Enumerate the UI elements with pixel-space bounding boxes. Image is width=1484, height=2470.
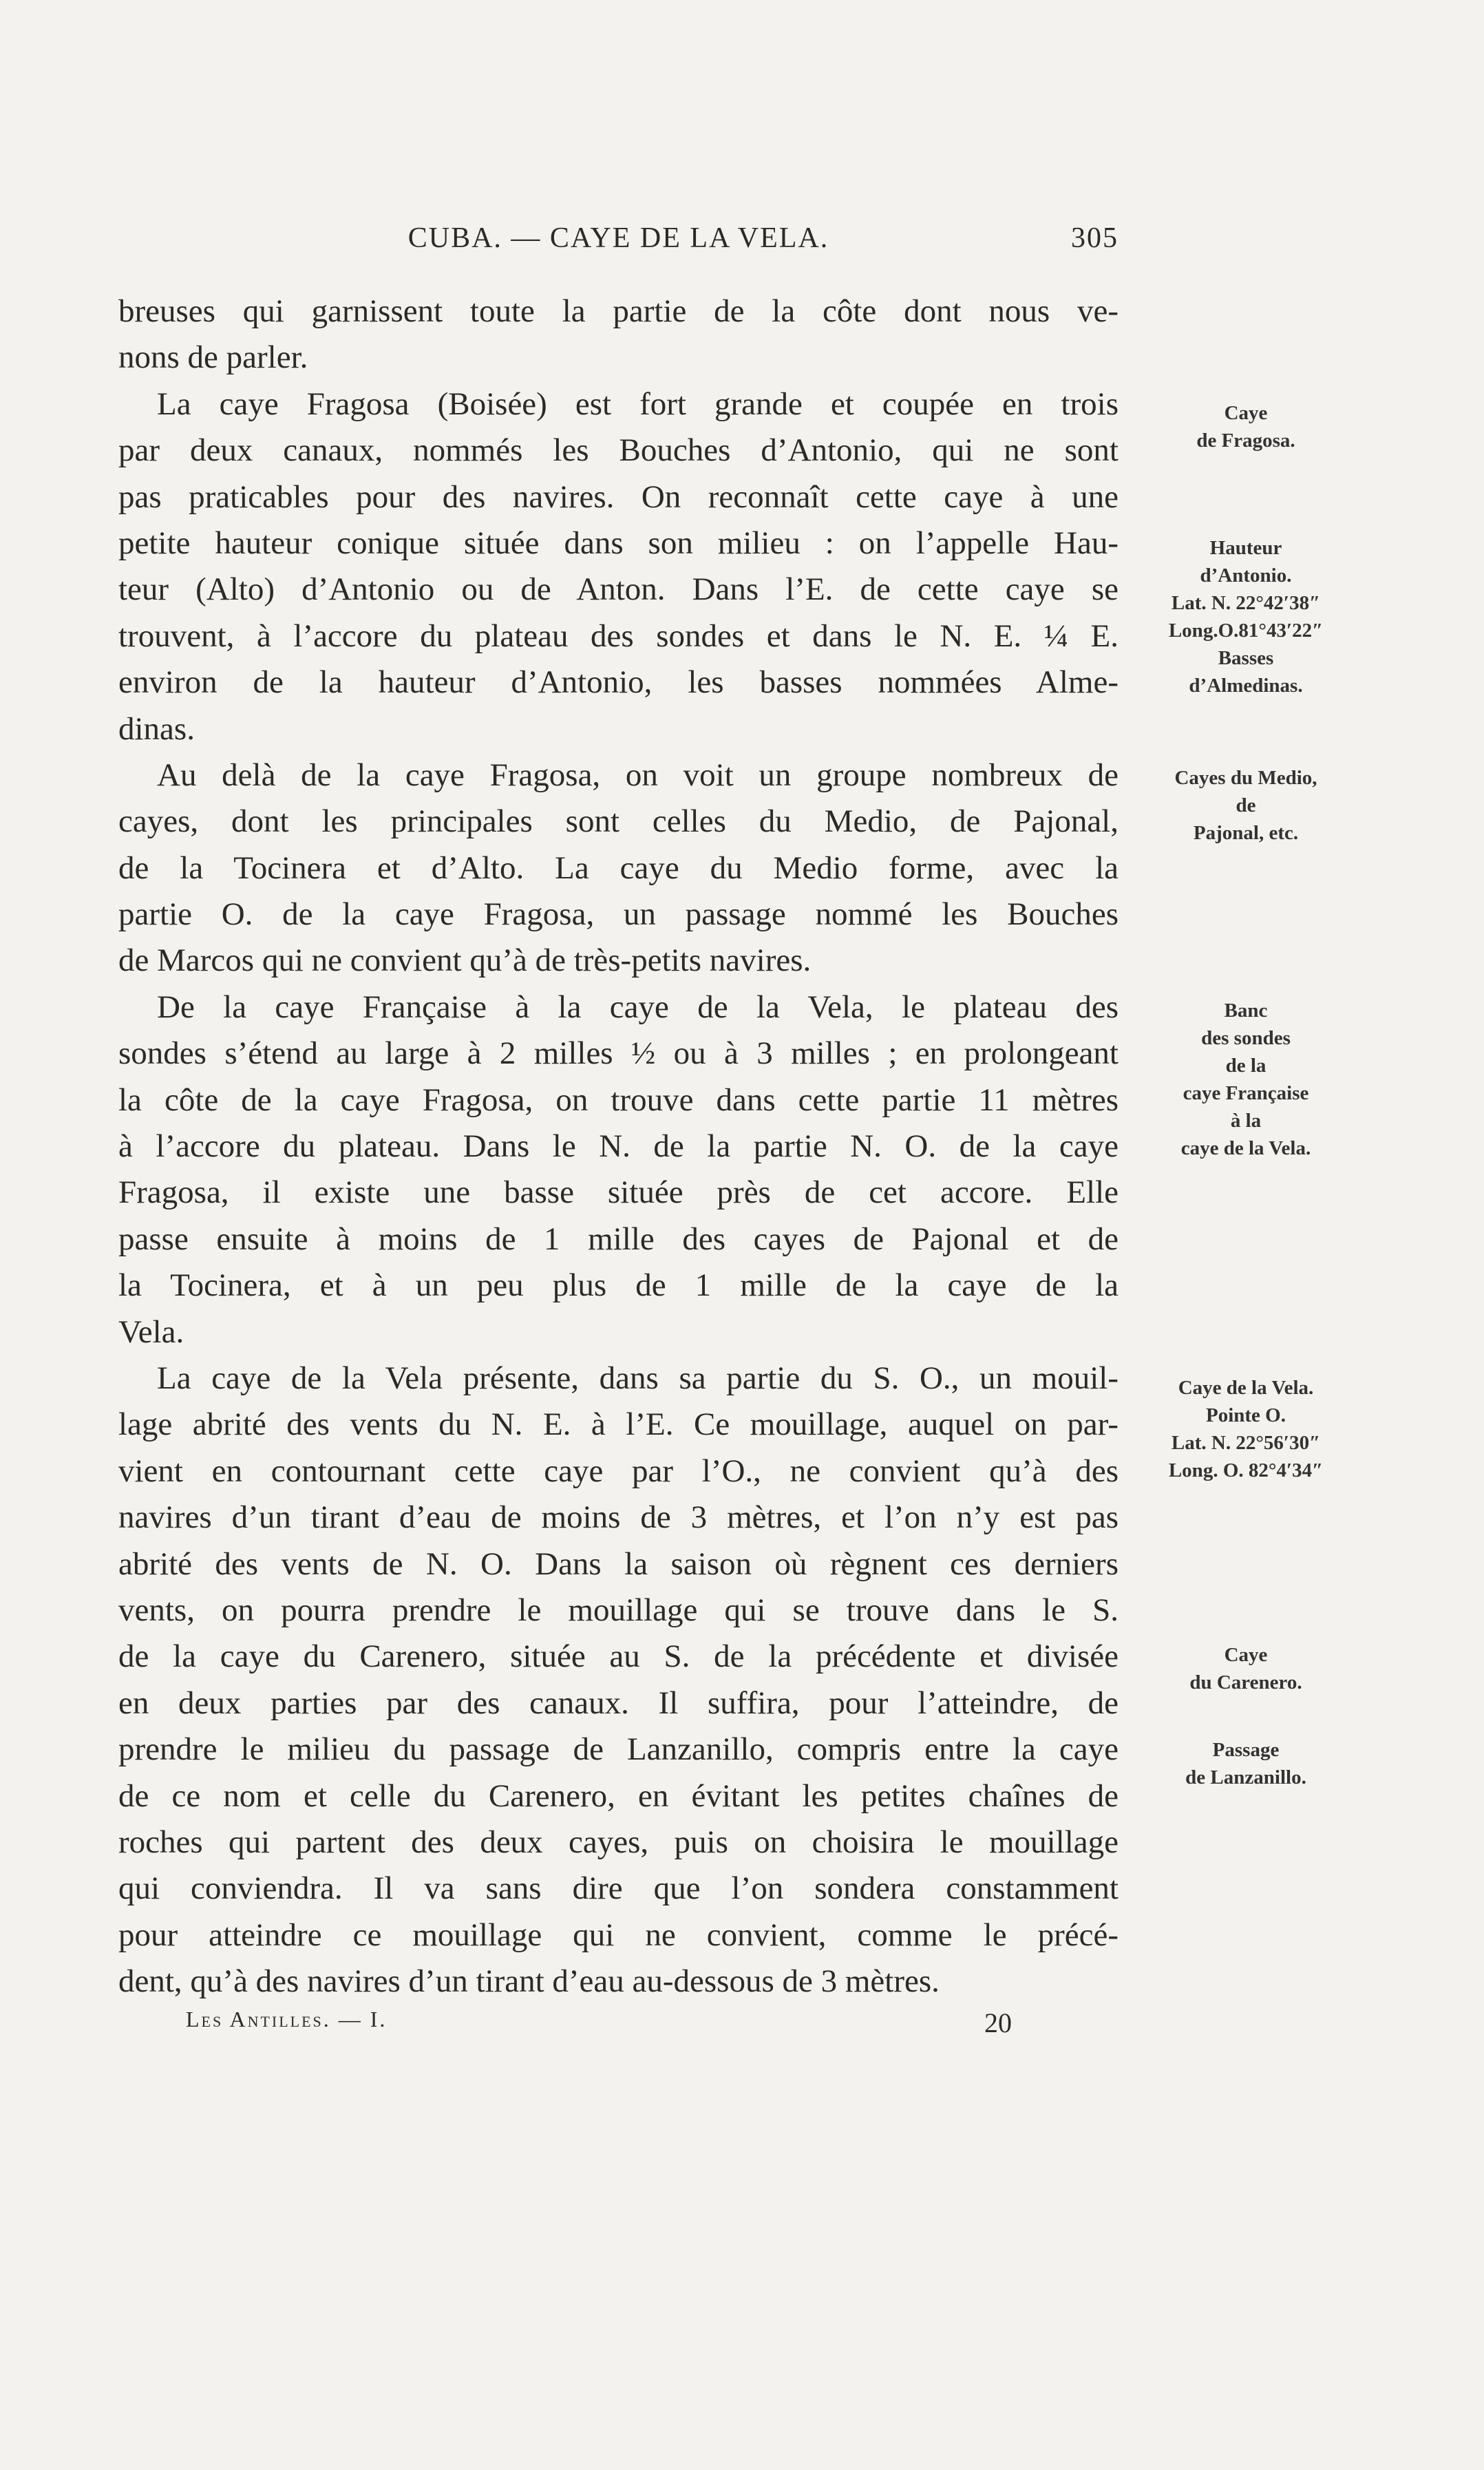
text-line: passe ensuite à moins de 1 mille des cayes de Pajonal et de <box>118 1221 1119 1257</box>
text-line: par deux canaux, nommés les Bouches d’Antonio, qui ne sont <box>118 432 1119 469</box>
text-line: nons de parler. <box>118 339 308 376</box>
margin-note <box>1136 1641 1356 1696</box>
margin-note-line: des sondes <box>1201 1027 1291 1049</box>
text-line: trouvent, à l’accore du plateau des sondes et dans le N. E. ¼ E. <box>118 618 1119 654</box>
text-line: Au delà de la caye Fragosa, on voit un groupe nombreux de <box>157 757 1119 793</box>
text-line: sondes s’étend au large à 2 milles ½ ou à 3 milles ; en prolongeant <box>118 1035 1119 1072</box>
footer-sheet-number: 20 <box>984 2007 1012 2038</box>
margin-note <box>1136 399 1356 454</box>
text-line: à l’accore du plateau. Dans le N. de la partie N. O. de la caye <box>118 1128 1119 1165</box>
text-line: de Marcos qui ne convient qu’à de très-petits navires. <box>118 942 812 979</box>
margin-note-line: Caye <box>1224 402 1268 424</box>
text-line: Vela. <box>118 1313 184 1350</box>
text-line: navires d’un tirant d’eau de moins de 3 mètres, et l’on n’y est pas <box>118 1499 1119 1536</box>
footer-signature: Les Antilles. — I. <box>186 2007 388 2031</box>
text-line: la Tocinera, et à un peu plus de 1 mille de la caye de la <box>118 1267 1119 1304</box>
text-line: petite hauteur conique située dans son milieu : on l’appelle Hau- <box>118 525 1119 561</box>
text-line: Fragosa, il existe une basse située près de cet accore. Elle <box>118 1174 1119 1211</box>
margin-note-line: Pajonal, etc. <box>1193 822 1299 844</box>
text-line: La caye Fragosa (Boisée) est fort grande et coupée en trois <box>157 386 1119 422</box>
text-line: environ de la hauteur d’Antonio, les basses nommées Alme- <box>118 664 1119 701</box>
margin-note <box>1136 1374 1356 1484</box>
text-line: la côte de la caye Fragosa, on trouve dans cette partie 11 mètres <box>118 1081 1119 1118</box>
margin-note-line: Lat. N. 22°56′30″ <box>1171 1432 1321 1454</box>
margin-note-line: Banc <box>1224 1000 1268 1022</box>
text-line: abrité des vents de N. O. Dans la saison où règnent ces derniers <box>118 1545 1119 1582</box>
margin-note-line: Cayes du Medio, <box>1174 767 1317 789</box>
running-header <box>118 222 1119 263</box>
running-title: CUBA. — CAYE DE LA VELA. <box>407 222 829 254</box>
margin-note <box>1136 997 1356 1162</box>
text-line: de la caye du Carenero, située au S. de la précédente et divisée <box>118 1638 1119 1675</box>
margin-note-line: Caye <box>1224 1644 1268 1666</box>
text-line: La caye de la Vela présente, dans sa partie du S. O., un mouil- <box>157 1360 1119 1396</box>
text-line: qui conviendra. Il va sans dire que l’on sondera constamment <box>118 1870 1119 1907</box>
margin-note-line: d’Antonio. <box>1200 564 1292 587</box>
margin-note-line: caye Française <box>1183 1082 1309 1104</box>
margin-note-line: Long. O. 82°4′34″ <box>1168 1459 1324 1481</box>
text-line: roches qui partent des deux cayes, puis on choisira le mouillage <box>118 1824 1119 1860</box>
body-text <box>118 288 1119 2005</box>
margin-note-line: de <box>1236 794 1256 816</box>
margin-note-line: Lat. N. 22°42′38″ <box>1171 592 1321 614</box>
margin-note <box>1136 1736 1356 1791</box>
text-line: breuses qui garnissent toute la partie de la côte dont nous ve- <box>118 293 1119 329</box>
text-line: cayes, dont les principales sont celles du Medio, de Pajonal, <box>118 803 1119 840</box>
margin-note-line: du Carenero. <box>1189 1671 1302 1693</box>
margin-note-line: de Fragosa. <box>1196 430 1295 452</box>
margin-note-line: de Lanzanillo. <box>1185 1766 1306 1788</box>
text-line: De la caye Française à la caye de la Vela, le plateau des <box>157 989 1119 1025</box>
text-line: vents, on pourra prendre le mouillage qui se trouve dans le S. <box>118 1592 1119 1628</box>
text-line: de la Tocinera et d’Alto. La caye du Medio forme, avec la <box>118 849 1119 886</box>
text-line: pas praticables pour des navires. On reconnaît cette caye à une <box>118 478 1119 515</box>
text-line: de ce nom et celle du Carenero, en évitant les petites chaînes de <box>118 1777 1119 1814</box>
margin-note-line: Basses <box>1218 647 1274 669</box>
margin-note-line: caye de la Vela. <box>1180 1137 1311 1159</box>
text-line: lage abrité des vents du N. E. à l’E. Ce mouillage, auquel on par- <box>118 1406 1119 1443</box>
page-number: 305 <box>1071 222 1119 254</box>
margin-note-line: Long.O.81°43′22″ <box>1168 620 1324 642</box>
text-line: prendre le milieu du passage de Lanzanillo, compris entre la caye <box>118 1731 1119 1768</box>
text-line: partie O. de la caye Fragosa, un passage nommé les Bouches <box>118 896 1119 933</box>
margin-note-line: Hauteur <box>1209 537 1282 559</box>
text-line: dinas. <box>118 710 195 747</box>
text-line: teur (Alto) d’Antonio ou de Anton. Dans l’E. de cette caye se <box>118 571 1119 608</box>
margin-note-line: Passage <box>1212 1739 1280 1761</box>
text-line: vient en contournant cette caye par l’O., ne convient qu’à des <box>118 1453 1119 1489</box>
text-line: pour atteindre ce mouillage qui ne convient, comme le précé- <box>118 1917 1119 1953</box>
margin-note <box>1136 764 1356 847</box>
margin-note-line: à la <box>1230 1110 1262 1132</box>
text-line: dent, qu’à des navires d’un tirant d’eau au-dessous de 3 mètres. <box>118 1963 940 2000</box>
text-line: en deux parties par des canaux. Il suffira, pour l’atteindre, de <box>118 1685 1119 1721</box>
margin-note-line: d’Almedinas. <box>1189 675 1303 697</box>
margin-note-line: de la <box>1225 1055 1266 1077</box>
margin-note-line: Pointe O. <box>1206 1404 1286 1426</box>
margin-note-line: Caye de la Vela. <box>1178 1377 1314 1399</box>
margin-note <box>1136 534 1356 699</box>
